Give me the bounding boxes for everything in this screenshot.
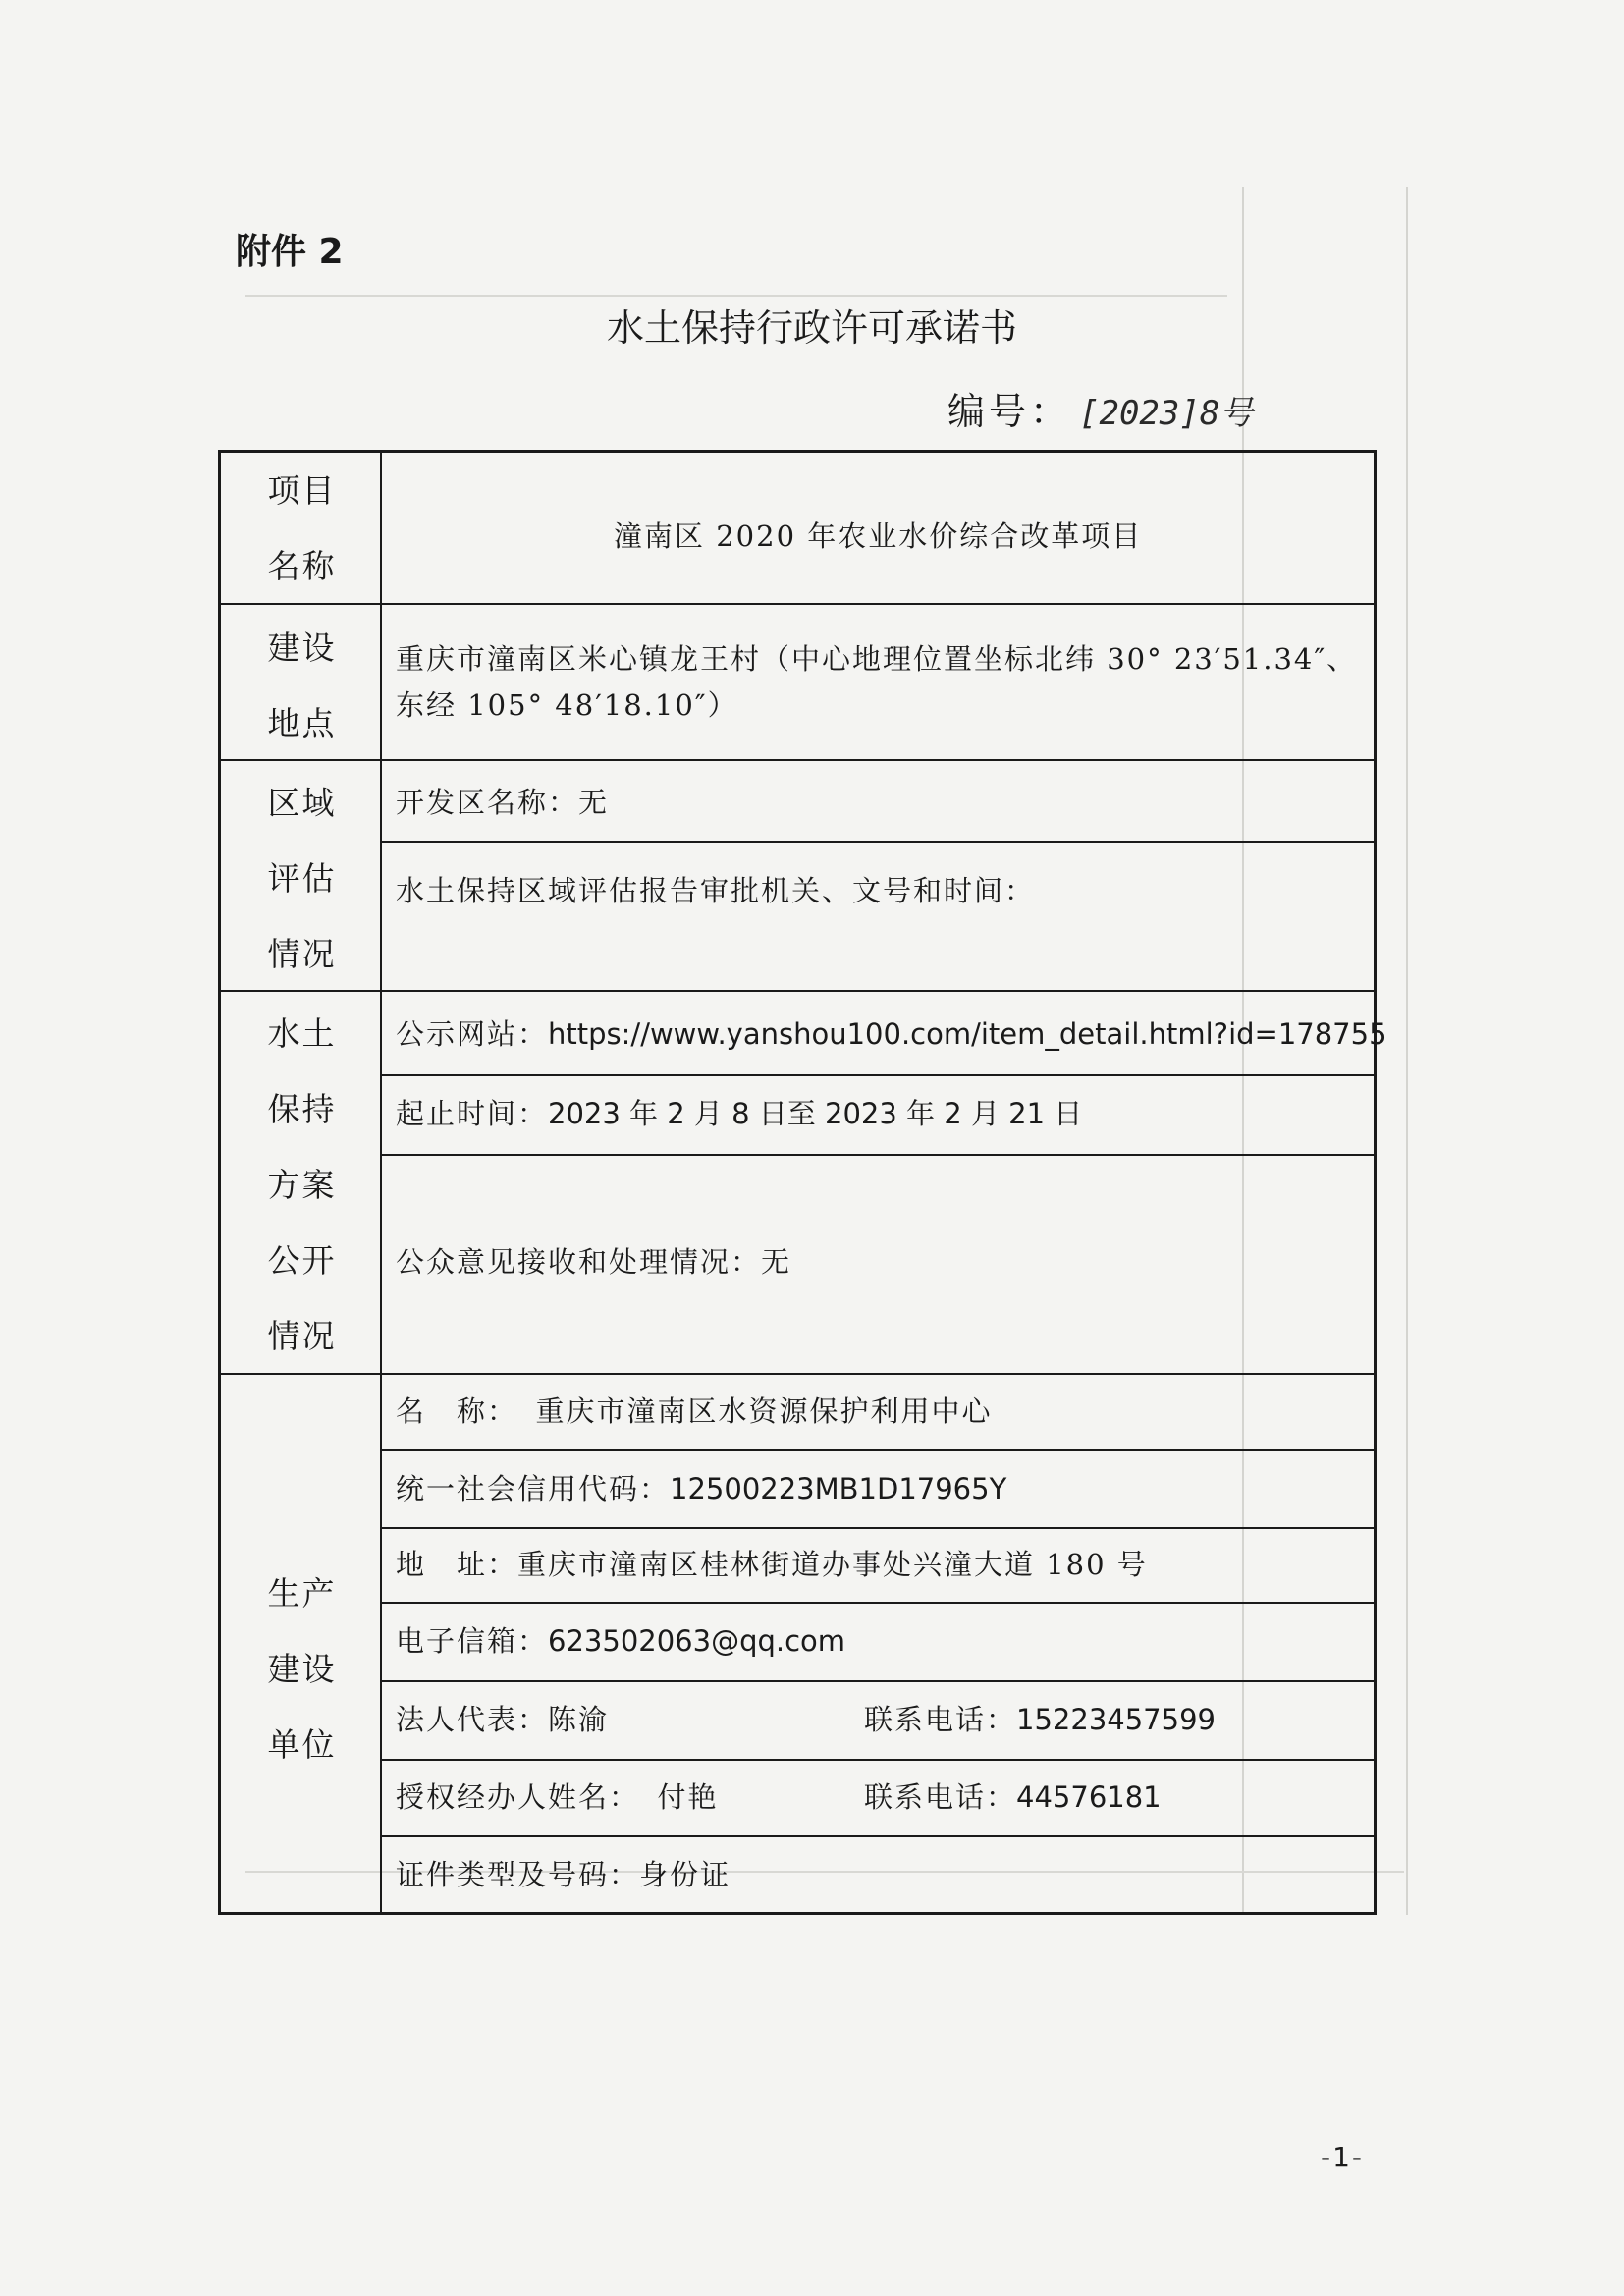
label-plan-public: 水土 保持 方案 公开 情况	[267, 1014, 337, 1355]
subrow-divider	[380, 1680, 1374, 1682]
commitment-table	[218, 450, 1387, 1915]
row-divider	[221, 603, 1374, 605]
address-field: 地 址：重庆市潼南区桂林街道办事处兴潼大道 180 号	[396, 1548, 1148, 1581]
label-region-eval: 区域 评估 情况	[267, 784, 337, 973]
credit-code-field: 统一社会信用代码：12500223MB1D17965Y	[396, 1472, 1007, 1505]
row-divider	[221, 1373, 1374, 1375]
location-value: 重庆市潼南区米心镇龙王村（中心地理位置坐标北纬 30° 23′51.34″、东经 105° 48′18.10″）	[396, 642, 1358, 722]
page-number: -1-	[1321, 2141, 1365, 2173]
label-project-name: 项目 名称	[267, 471, 337, 585]
subrow-divider	[380, 1449, 1374, 1451]
dev-zone-field: 开发区名称：无	[396, 786, 610, 819]
attachment-label: 附件 2	[236, 232, 344, 272]
email-field: 电子信箱：623502063@qq.com	[396, 1624, 846, 1658]
agent-field: 授权经办人姓名： 付艳	[396, 1780, 719, 1814]
row-divider	[221, 759, 1374, 761]
label-unit: 生产 建设 单位	[267, 1574, 337, 1764]
number-label: 编号：	[947, 390, 1072, 433]
subrow-divider	[380, 1602, 1374, 1604]
agent-phone-field: 联系电话：44576181	[864, 1780, 1162, 1814]
id-type-field: 证件类型及号码：身份证	[396, 1858, 731, 1891]
subrow-divider	[380, 841, 1374, 843]
period-field: 起止时间：2023 年 2 月 8 日至 2023 年 2 月 21 日	[396, 1097, 1083, 1130]
subrow-divider	[380, 1835, 1374, 1837]
document-title: 水土保持行政许可承诺书	[606, 306, 1017, 350]
legal-rep-field: 法人代表：陈渝	[396, 1703, 610, 1736]
reverse-bleed-line	[245, 295, 1227, 297]
feedback-field: 公众意见接收和处理情况：无	[396, 1245, 792, 1279]
website-field: 公示网站：https://www.yanshou100.com/item_detail.html?id=178755	[396, 1017, 1387, 1051]
project-name-value: 潼南区 2020 年农业水价综合改革项目	[614, 519, 1143, 553]
label-location: 建设 地点	[267, 629, 337, 742]
row-divider	[221, 990, 1374, 992]
unit-name-field: 名 称： 重庆市潼南区水资源保护利用中心	[396, 1394, 993, 1428]
subrow-divider	[380, 1759, 1374, 1761]
subrow-divider	[380, 1074, 1374, 1076]
number-handwritten: [2023]8号	[1079, 394, 1254, 433]
subrow-divider	[380, 1154, 1374, 1156]
approval-field: 水土保持区域评估报告审批机关、文号和时间：	[396, 874, 1036, 907]
subrow-divider	[380, 1527, 1374, 1529]
legal-phone-field: 联系电话：15223457599	[864, 1703, 1216, 1736]
document-number	[947, 381, 1253, 435]
